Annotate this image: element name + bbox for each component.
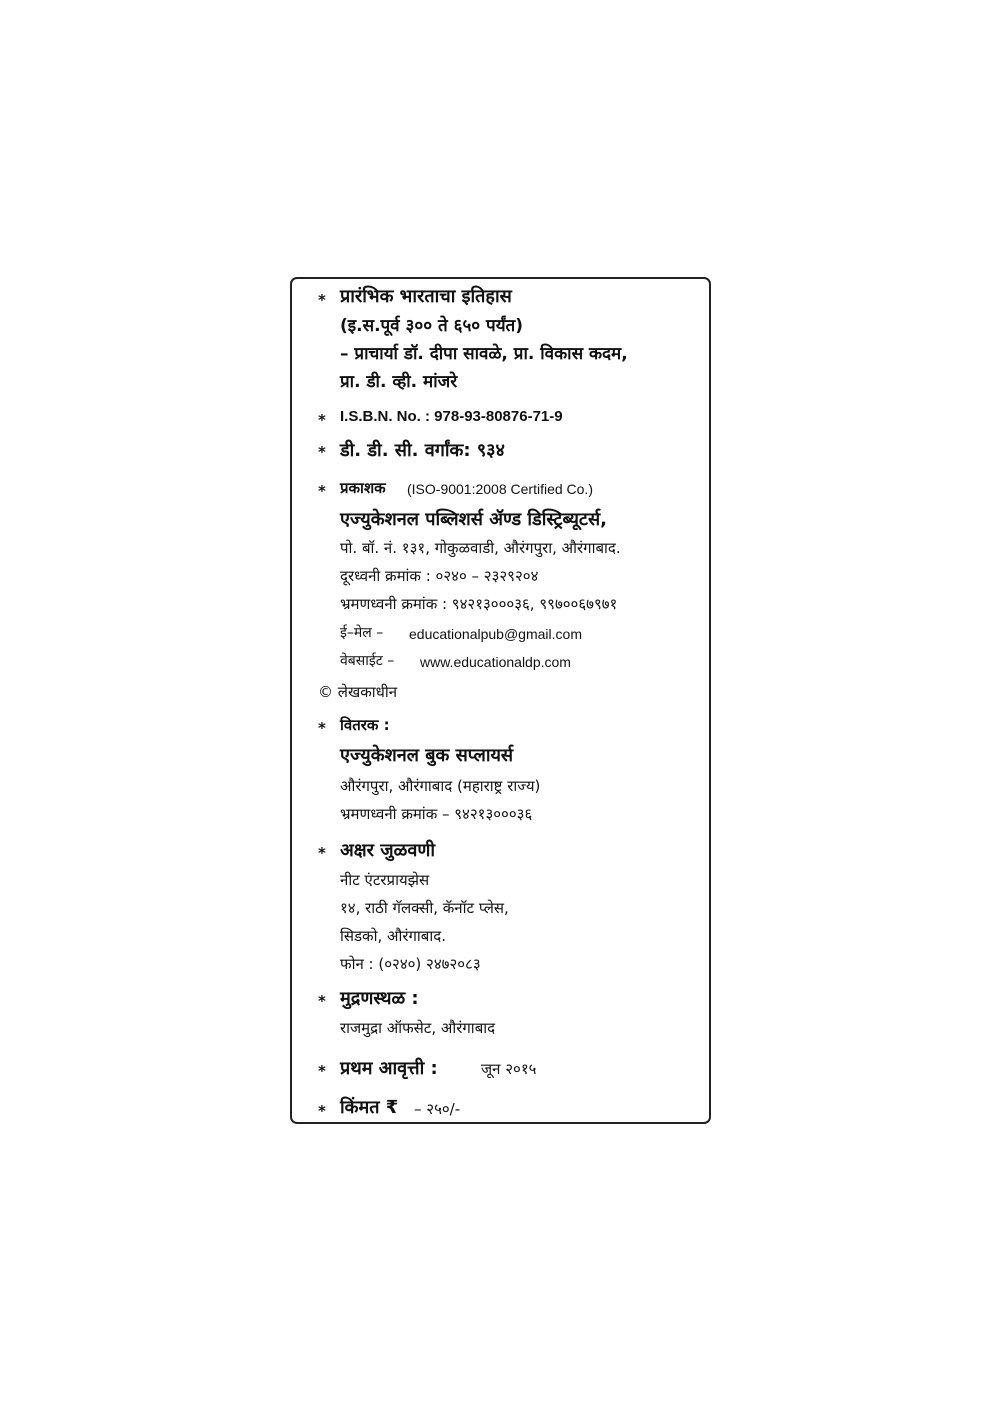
typesetting-label: अक्षर जुळवणी (340, 840, 436, 861)
bullet-marker: * (318, 844, 326, 862)
distributor-name: एज्युकेशनल बुक सप्लायर्स (340, 745, 514, 766)
book-title: प्रारंभिक भारताचा इतिहास (340, 286, 512, 307)
publisher-website: www.educationaldp.com (420, 654, 571, 670)
copyright-text: © लेखकाधीन (318, 683, 398, 701)
publisher-email: educationalpub@gmail.com (409, 626, 582, 642)
bullet-marker: * (318, 482, 326, 500)
book-authors-line1: – प्राचार्या डॉ. दीपा सावळे, प्रा. विकास कदम, (340, 344, 628, 364)
typesetting-name: नीट एंटरप्रायझेस (340, 871, 430, 889)
publisher-label: प्रकाशक (340, 479, 386, 497)
publisher-mobile: भ्रमणध्वनी क्रमांक : ९४२१३०००३६, ९९७००६७९७१ (340, 595, 618, 613)
price-value: – २५०/- (414, 1100, 461, 1118)
book-subtitle: (इ.स.पूर्व ३०० ते ६५० पर्यंत) (340, 316, 524, 336)
bullet-marker: * (318, 291, 326, 309)
printing-value: राजमुद्रा ऑफसेट, औरंगाबाद (340, 1019, 496, 1037)
isbn-text: I.S.B.N. No. : 978-93-80876-71-9 (340, 408, 563, 425)
bullet-marker: * (318, 1062, 326, 1080)
publisher-address: पो. बॉ. नं. १३१, गोकुळवाडी, औरंगपुरा, औरंगाबाद. (340, 539, 621, 557)
bullet-marker: * (318, 992, 326, 1010)
book-authors-line2: प्रा. डी. व्ही. मांजरे (340, 372, 458, 392)
edition-value: जून २०१५ (481, 1060, 537, 1078)
bullet-marker: * (318, 1102, 326, 1120)
ddc-text: डी. डी. सी. वर्गांक: ९३४ (340, 440, 505, 461)
edition-label: प्रथम आवृत्ती : (340, 1058, 438, 1079)
publisher-website-label: वेबसाईट – (340, 653, 395, 669)
printing-label: मुद्रणस्थळ : (340, 988, 419, 1009)
typesetting-phone: फोन : (०२४०) २४७२०८३ (340, 955, 481, 973)
bullet-marker: * (318, 443, 326, 461)
distributor-label: वितरक : (340, 716, 390, 734)
publisher-certification: (ISO-9001:2008 Certified Co.) (407, 481, 593, 497)
bullet-marker: * (318, 411, 326, 429)
publisher-phone: दूरध्वनी क्रमांक : ०२४० – २३२९२०४ (340, 567, 539, 585)
typesetting-address2: सिडको, औरंगाबाद. (340, 927, 446, 945)
price-label: किंमत ₹ (340, 1097, 399, 1118)
distributor-address: औरंगपुरा, औरंगाबाद (महाराष्ट्र राज्य) (340, 777, 541, 795)
distributor-mobile: भ्रमणध्वनी क्रमांक – ९४२१३०००३६ (340, 805, 533, 823)
publisher-name: एज्युकेशनल पब्लिशर्स ॲण्ड डिस्ट्रिब्यूटर्स, (340, 509, 607, 530)
bullet-marker: * (318, 719, 326, 737)
publisher-email-label: ई–मेल – (340, 625, 384, 641)
typesetting-address1: १४, राठी गॅलक्सी, कॅनॉट प्लेस, (340, 899, 509, 917)
